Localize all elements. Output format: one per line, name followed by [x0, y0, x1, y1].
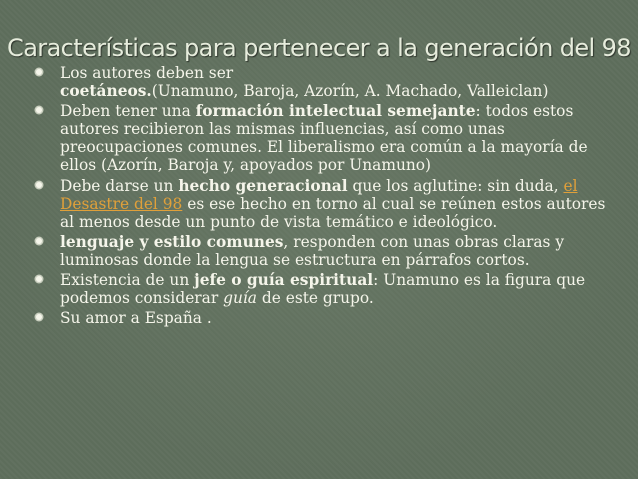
bullet-icon: [36, 69, 42, 75]
bullet-text: Deben tener una: [60, 102, 196, 121]
bullet-icon: [36, 314, 42, 320]
bullet-bold-text: lenguaje y estilo comunes: [60, 232, 284, 251]
bullet-bold-text: jefe o guía espiritual: [194, 271, 374, 290]
bullet-icon: [36, 182, 42, 188]
bullet-text: , responden con unas obras claras y luminosas donde la lengua se estructura en párrafos cortos.: [60, 232, 565, 269]
bullet-icon: [36, 107, 42, 113]
bullet-icon: [36, 238, 42, 244]
bullet-text: Debe darse un: [60, 176, 179, 195]
bullet-text: Los autores deben ser: [60, 64, 234, 82]
bullet-italic-text: guía: [223, 289, 257, 308]
bullet-text: Su amor a España .: [60, 309, 212, 328]
bullet-item: [28, 102, 608, 174]
bullet-text: : Unamuno es la figura que podemos considerar: [60, 271, 586, 308]
bullet-item: [28, 271, 608, 307]
bullet-item: [28, 177, 608, 231]
bullet-item: [28, 233, 608, 269]
bullet-list: [28, 64, 608, 329]
bullet-icon: [36, 276, 42, 282]
desastre-link[interactable]: el Desastre del 98: [60, 176, 578, 213]
bullet-bold-text: formación intelectual semejante: [195, 102, 476, 121]
bullet-text: es ese hecho en torno al cual se reúnen estos autores al menos desde un punto de vista temático e ideológico.: [60, 194, 606, 231]
bullet-bold-text: hecho generacional: [178, 176, 348, 195]
bullet-text: : todos estos autores recibieron las mismas influencias, así como unas preocupaciones comunes. El liberalismo era común a la mayoría de ellos (Azorín, Baroja y, apoyados por Unamuno): [60, 102, 588, 175]
bullet-text: de este grupo.: [256, 289, 374, 308]
bullet-text: que los aglutine: sin duda,: [347, 176, 564, 195]
bullet-bold-text: coetáneos.: [60, 82, 152, 101]
bullet-item: [28, 309, 608, 327]
bullet-text: Existencia de un: [60, 271, 195, 290]
slide-title: Características para pertenecer a la generación del 98: [7, 34, 631, 62]
bullet-text: (Unamuno, Baroja, Azorín, A. Machado, Valleiclan): [151, 82, 549, 101]
bullet-item: [28, 64, 608, 100]
